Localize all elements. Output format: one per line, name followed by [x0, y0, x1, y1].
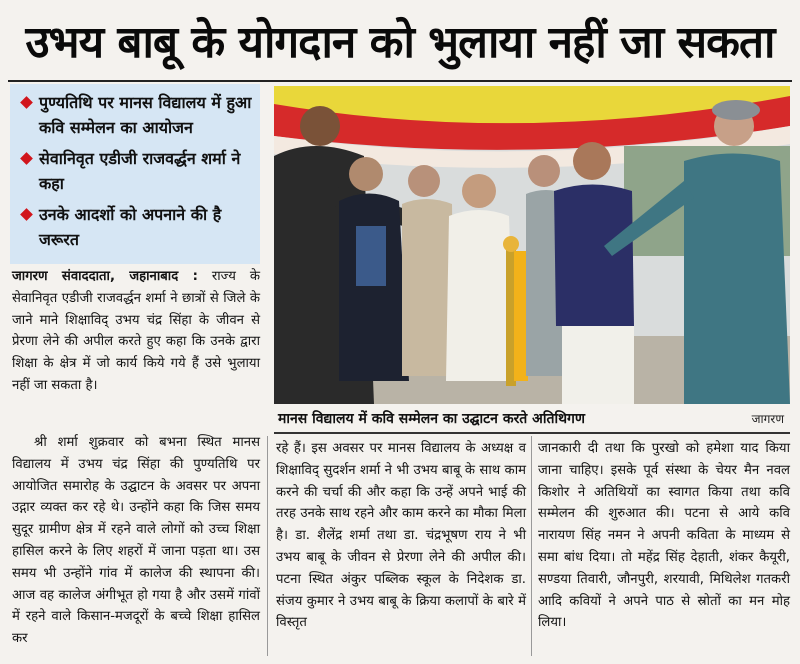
highlight-item: [22, 90, 252, 140]
photo-caption: मानस विद्यालय में कवि सम्मेलन का उद्घाटन करते अतिथिगण: [278, 410, 586, 427]
lead-paragraph: [12, 266, 260, 397]
highlight-item: [22, 202, 252, 252]
bullet-diamond-icon: [20, 208, 33, 221]
article-column-3: [538, 438, 790, 634]
column-divider: [267, 436, 268, 656]
article-paragraph: श्री शर्मा शुक्रवार को बभना स्थित मानस विद्यालय में उभय चंद्र सिंहा की पुण्यतिथि पर आयोजित समारोह के उद्घाटन के अवसर पर अपना उद्गार व्यक्त कर रहे थे। उन्होंने कहा कि जिस समय सुदूर ग्रामीण क्षेत्र में रहने वाले लोगों को उच्च शिक्षा हासिल करने के लिए शहरों में जाना पड़ता था। उस समय भी उन्होंने गांव में कालेज की स्थापना की। आज वह कालेज अंगीभूत हो गया है और उसमें गांवों में रहने वाले किसान-मजदूरों के बच्चे शिक्षा हासिल कर: [12, 435, 260, 647]
column-divider: [531, 436, 532, 656]
photo-caption-bar: [274, 404, 790, 434]
highlight-text: उनके आदर्शो को अपनाने की है जरूरत: [39, 205, 222, 249]
article-paragraph: जानकारी दी तथा कि पुरखो को हमेशा याद किया जाना चाहिए। इसके पूर्व संस्था के चेयर मैन नवल किशोर ने अतिथियों का स्वागत किया तथा कवि सम्मेलन की शुरुआत की। पटना से आये कवि नारायण सिंह नमन ने अपनी कविता के माध्यम से समा बांध दिया। तो महेंद्र सिंह देहाती, शंकर कैयूरी, सण्डया तिवारी, जौनपुरी, शरयावी, मिथिलेश गतकरी आदि कवियों ने अपने पाठ से स्रोतों का मन मोह लिया।: [538, 441, 790, 631]
bullet-diamond-icon: [20, 152, 33, 165]
bullet-diamond-icon: [20, 96, 33, 109]
headline-rule: [8, 80, 792, 82]
photo-credit: जागरण: [751, 411, 784, 426]
dateline: जागरण संवाददाता, जहानाबाद :: [12, 269, 198, 284]
photo-illustration: [274, 86, 790, 404]
highlights-box: [10, 84, 260, 264]
highlight-item: [22, 146, 252, 196]
lead-text: राज्य के सेवानिवृत एडीजी राजवर्द्धन शर्मा ने छात्रों से जिले के जाने माने शिक्षाविद् उभय चंद्र सिंहा के जीवन से प्रेरणा लेने की अपील करते हुए कहा कि उनके द्वारा शिक्षा के क्षेत्र में जो कार्य किये गये हैं उसे भुलाया नहीं जा सकता है।: [12, 269, 260, 393]
article-column-1: [12, 432, 260, 650]
headline: उभय बाबू के योगदान को भुलाया नहीं जा सकता: [25, 17, 775, 68]
news-photo: [274, 86, 790, 404]
article-column-2: [276, 438, 526, 634]
article-paragraph: रहे हैं। इस अवसर पर मानस विद्यालय के अध्यक्ष व शिक्षाविद् सुदर्शन शर्मा ने भी उभय बाबू के साथ काम करने की चर्चा की और कहा कि उन्हें अपने भाई की तरह उनके साथ रहने और काम करने का मौका मिला है। डा. शैलेंद्र शर्मा तथा डा. चंद्रभूषण राय ने भी उभय बाबू के जीवन से प्रेरणा लेने की अपील की। पटना स्थित अंकुर पब्लिक स्कूल के निदेशक डा. संजय कुमार ने उभय बाबू के क्रिया कलापों के बारे में विस्तृत: [276, 441, 526, 631]
highlight-text: पुण्यतिथि पर मानस विद्यालय में हुआ कवि सम्मेलन का आयोजन: [39, 93, 252, 137]
highlight-text: सेवानिवृत एडीजी राजवर्द्धन शर्मा ने कहा: [39, 149, 241, 193]
